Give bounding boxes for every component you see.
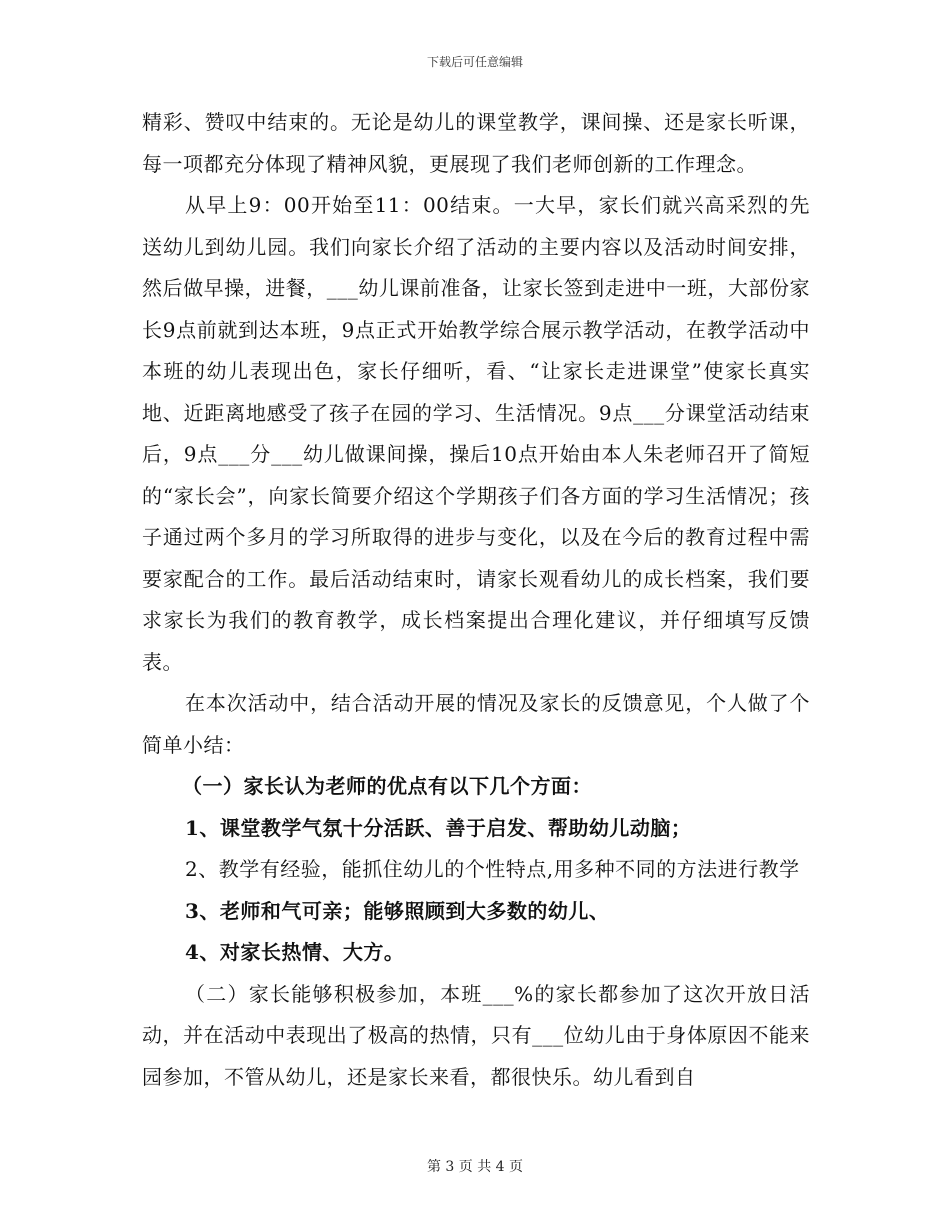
paragraph-summary-intro: 在本次活动中，结合活动开展的情况及家长的反馈意见，个人做了个简单小结： xyxy=(142,691,810,757)
paragraph-schedule: 从早上9：00开始至11：00结束。一大早，家长们就兴高采烈的先送幼儿到幼儿园。我们向家长介绍了活动的主要内容以及活动时间安排，然后做早操，进餐，___幼儿课前准备，让家长签到走进中一班，大部份家长9点前就到达本班，9点正式开始教学综合展示教学活动，在教学活动中本班的幼儿表现出色，家长仔细听，看、“让家长走进课堂”使家长真实地、近距离地感受了孩子在园的学习、生活情况。9点___分课堂活动结束后，9点___分___幼儿做课间操，操后10点开始由本人朱老师召开了简短的“家长会”，向家长简要介绍这个学期孩子们各方面的学习生活情况；孩子通过两个多月的学习所取得的进步与变化，以及在今后的教育过程中需要家配合的工作。最后活动结束时，请家长观看幼儿的成长档案，我们要求家长为我们的教育教学，成长档案提出合理化建议，并仔细填写反馈表。 xyxy=(142,193,810,674)
list-item-3: 3、老师和气可亲；能够照顾到大多数的幼儿、 xyxy=(185,898,610,923)
section-heading-one: （一）家长认为老师的优点有以下几个方面： xyxy=(182,774,592,798)
page-number: 第 3 页 共 4 页 xyxy=(426,1159,524,1175)
paragraph-section-two: （二）家长能够积极参加，本班___%的家长都参加了这次开放日活动，并在活动中表现出了极高的热情，只有___位幼儿由于身体原因不能来园参加，不管从幼儿，还是家长来看，都很快乐。幼儿看到自 xyxy=(142,981,810,1089)
page-header: 下载后可任意编辑 xyxy=(426,55,523,69)
list-item-2: 2、教学有经验，能抓住幼儿的个性特点,用多种不同的方法进行教学 xyxy=(185,857,800,881)
document-body xyxy=(142,102,810,1098)
list-item-4: 4、对家长热情、大方。 xyxy=(185,940,405,964)
paragraph-intro-continuation: 精彩、赞叹中结束的。无论是幼儿的课堂教学，课间操、还是家长听课，每一项都充分体现了精神风貌，更展现了我们老师创新的工作理念。 xyxy=(142,110,810,176)
list-item-1: 1、课堂教学气氛十分活跃、善于启发、帮助幼儿动脑； xyxy=(185,815,692,840)
